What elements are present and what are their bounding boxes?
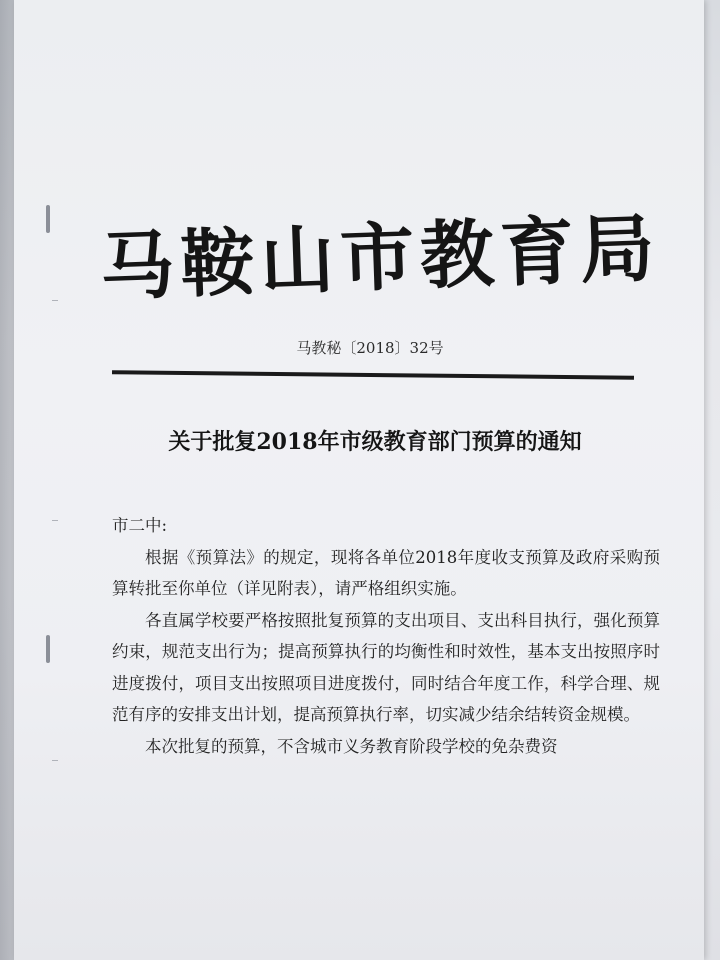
salutation: 市二中: bbox=[112, 516, 168, 535]
notice-body bbox=[112, 510, 660, 762]
document-number: 马教秘〔2018〕32号 bbox=[296, 339, 444, 357]
staple-mark bbox=[46, 205, 50, 233]
staple-mark bbox=[46, 635, 50, 663]
binding-mark bbox=[52, 520, 58, 521]
paper-sheet bbox=[14, 0, 704, 960]
notice-title: 关于批复2018年市级教育部门预算的通知 bbox=[168, 429, 582, 455]
body-paragraph: 本次批复的预算，不含城市义务教育阶段学校的免杂费资 bbox=[145, 736, 558, 756]
binding-mark bbox=[52, 300, 58, 301]
body-paragraph: 各直属学校要严格按照批复预算的支出项目、支出科目执行，强化预算约束，规范支出行为；提高预算执行的均衡性和时效性，基本支出按照序时进度拨付，项目支出按照项目进度拨付，同时结合年度工作，科学合理、规范有序的安排支出计划，提高预算执行率，切实减少结余结转资金规模。 bbox=[112, 610, 660, 724]
body-paragraph: 根据《预算法》的规定，现将各单位2018年度收支预算及政府采购预算转批至你单位（详见附表），请严格组织实施。 bbox=[112, 547, 660, 598]
binding-mark bbox=[52, 760, 58, 761]
agency-masthead: 马鞍山市教育局 bbox=[98, 205, 662, 312]
